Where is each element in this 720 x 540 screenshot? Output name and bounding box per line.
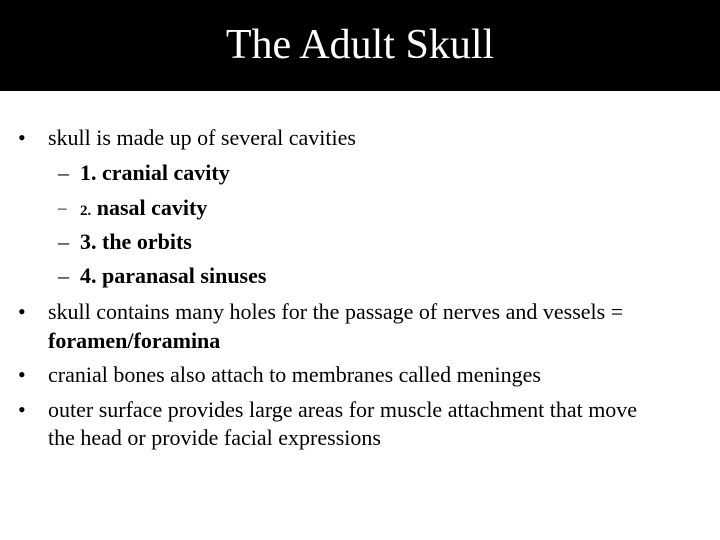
sub-item-text: 4. paranasal sinuses bbox=[80, 263, 267, 288]
bullet-marker: • bbox=[18, 125, 26, 150]
dash-marker: – bbox=[58, 229, 69, 254]
slide-title: The Adult Skull bbox=[225, 22, 495, 68]
bullet-text: skull contains many holes for the passage of nerves and vessels = bbox=[48, 299, 624, 324]
bullet-marker: • bbox=[18, 397, 26, 422]
sub-item-text: 3. the orbits bbox=[80, 229, 192, 254]
sub-item-text: 1. cranial cavity bbox=[80, 160, 230, 185]
bullet-marker: • bbox=[18, 362, 26, 387]
dash-marker: – bbox=[58, 198, 67, 217]
bullet-text-continuation: foramen/foramina bbox=[48, 328, 221, 353]
sub-item-label: nasal cavity bbox=[96, 195, 208, 220]
bullet-text: outer surface provides large areas for muscle attachment that move bbox=[48, 397, 638, 422]
dash-marker: – bbox=[58, 263, 69, 288]
dash-marker: – bbox=[58, 160, 69, 185]
sub-item-number: 2. bbox=[80, 203, 92, 219]
bullet-marker: • bbox=[18, 299, 26, 324]
bullet-text-continuation: the head or provide facial expressions bbox=[48, 425, 381, 450]
bullet-text: cranial bones also attach to membranes called meninges bbox=[48, 362, 541, 387]
bullet-text: skull is made up of several cavities bbox=[48, 125, 356, 150]
sub-item-text bbox=[80, 195, 207, 224]
